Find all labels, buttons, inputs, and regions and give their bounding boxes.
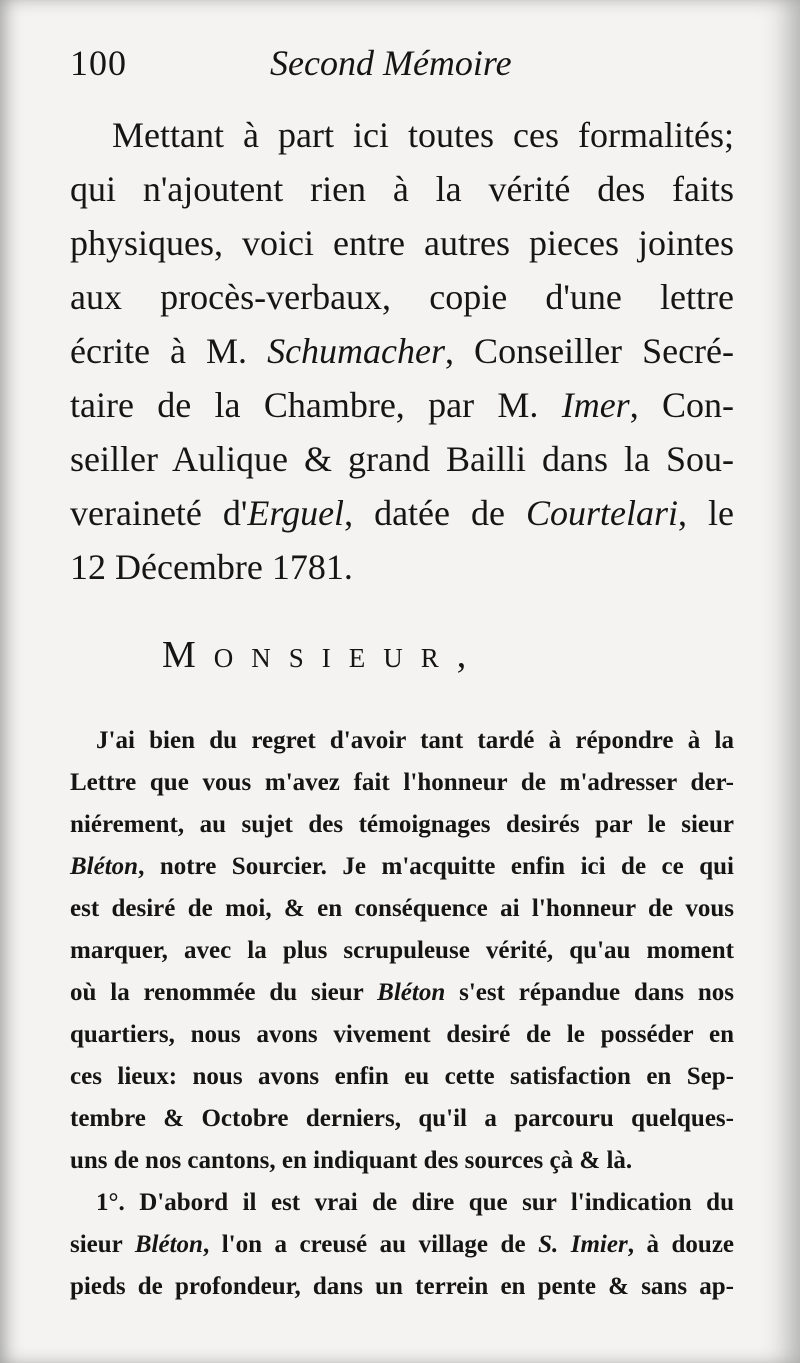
text-run: seiller Aulique & grand Bailli dans la Sou-: [70, 439, 734, 479]
text-line: [70, 270, 734, 324]
text-line: [70, 720, 734, 762]
text-line: [70, 888, 734, 930]
text-run: pieds de profondeur, dans un terrein en pente & sans ap-: [70, 1273, 734, 1300]
text-run: qui n'ajoutent rien à la vérité des faits: [70, 169, 734, 209]
text-line: [70, 762, 734, 804]
italic-text: Bléton: [134, 1231, 203, 1258]
text-run: aux procès-verbaux, copie d'une lettre: [70, 277, 734, 317]
text-line: [70, 1224, 734, 1266]
letter-salutation: Monsieur,: [162, 634, 485, 676]
text-run: 1°. D'abord il est vrai de dire que sur l'indication du: [96, 1189, 734, 1216]
text-line: [70, 804, 734, 846]
italic-text: Bléton: [377, 979, 446, 1006]
text-line: [70, 486, 734, 540]
text-run: Mettant à part ici toutes ces formalités;: [112, 115, 734, 155]
text-run: , le: [678, 493, 734, 533]
italic-text: Erguel: [247, 493, 345, 533]
text-run: niérement, au sujet des témoignages desirés par le sieur: [70, 811, 734, 838]
text-run: 12 Décembre 1781.: [70, 547, 353, 587]
text-run: , Con-: [629, 385, 735, 425]
running-head: Second Mémoire: [270, 43, 512, 83]
text-line: [70, 846, 734, 888]
text-line: [70, 162, 734, 216]
italic-text: Schumacher: [267, 331, 446, 371]
text-run: taire de la Chambre, par M.: [70, 385, 562, 425]
text-run: veraineté d': [70, 493, 248, 533]
text-run: écrite à M.: [70, 331, 268, 371]
text-line: [70, 930, 734, 972]
text-run: s'est répandue dans nos: [445, 979, 735, 1006]
text-line: [70, 1098, 734, 1140]
text-line: [70, 1056, 734, 1098]
text-run: quartiers, nous avons vivement desiré de le posséder en: [70, 1021, 734, 1048]
text-run: Lettre que vous m'avez fait l'honneur de m'adresser der-: [70, 769, 734, 796]
text-run: , l'on a creusé au village de: [202, 1231, 539, 1258]
text-line: [70, 972, 734, 1014]
text-line: [70, 1182, 734, 1224]
text-run: , datée de: [344, 493, 526, 533]
text-line: [70, 1266, 734, 1308]
text-line: [70, 1014, 734, 1056]
text-run: tembre & Octobre derniers, qu'il a parcouru quelques-: [70, 1105, 734, 1132]
text-line: [70, 108, 734, 162]
text-run: sieur: [70, 1231, 135, 1258]
italic-text: Courtelari: [526, 493, 679, 533]
page-header: [70, 42, 740, 90]
italic-text: Imer: [561, 385, 630, 425]
text-run: , à douze: [627, 1231, 735, 1258]
text-line: [70, 378, 734, 432]
text-line: [70, 324, 734, 378]
letter-body: [70, 720, 734, 1308]
text-run: , Conseiller Secré-: [445, 331, 735, 371]
main-paragraph: [70, 108, 734, 594]
text-run: J'ai bien du regret d'avoir tant tardé à répondre à la: [96, 727, 734, 754]
text-run: , notre Sourcier. Je m'acquitte enfin ici de ce qui: [138, 853, 734, 880]
text-run: est desiré de moi, & en conséquence ai l'honneur de vous: [70, 895, 734, 922]
text-line: [70, 432, 734, 486]
text-line: [70, 216, 734, 270]
text-run: où la renommée du sieur: [70, 979, 378, 1006]
text-run: physiques, voici entre autres pieces jointes: [70, 223, 734, 263]
italic-text: S. Imier: [538, 1231, 628, 1258]
page-number: 100: [70, 43, 127, 83]
text-run: ces lieux: nous avons enfin eu cette satisfaction en Sep-: [70, 1063, 734, 1090]
italic-text: Bléton: [70, 853, 139, 880]
text-run: marquer, avec la plus scrupuleuse vérité, qu'au moment: [70, 937, 734, 964]
text-line: [70, 540, 734, 594]
text-line: [70, 1140, 734, 1182]
text-run: uns de nos cantons, en indiquant des sources çà & là.: [70, 1147, 633, 1174]
